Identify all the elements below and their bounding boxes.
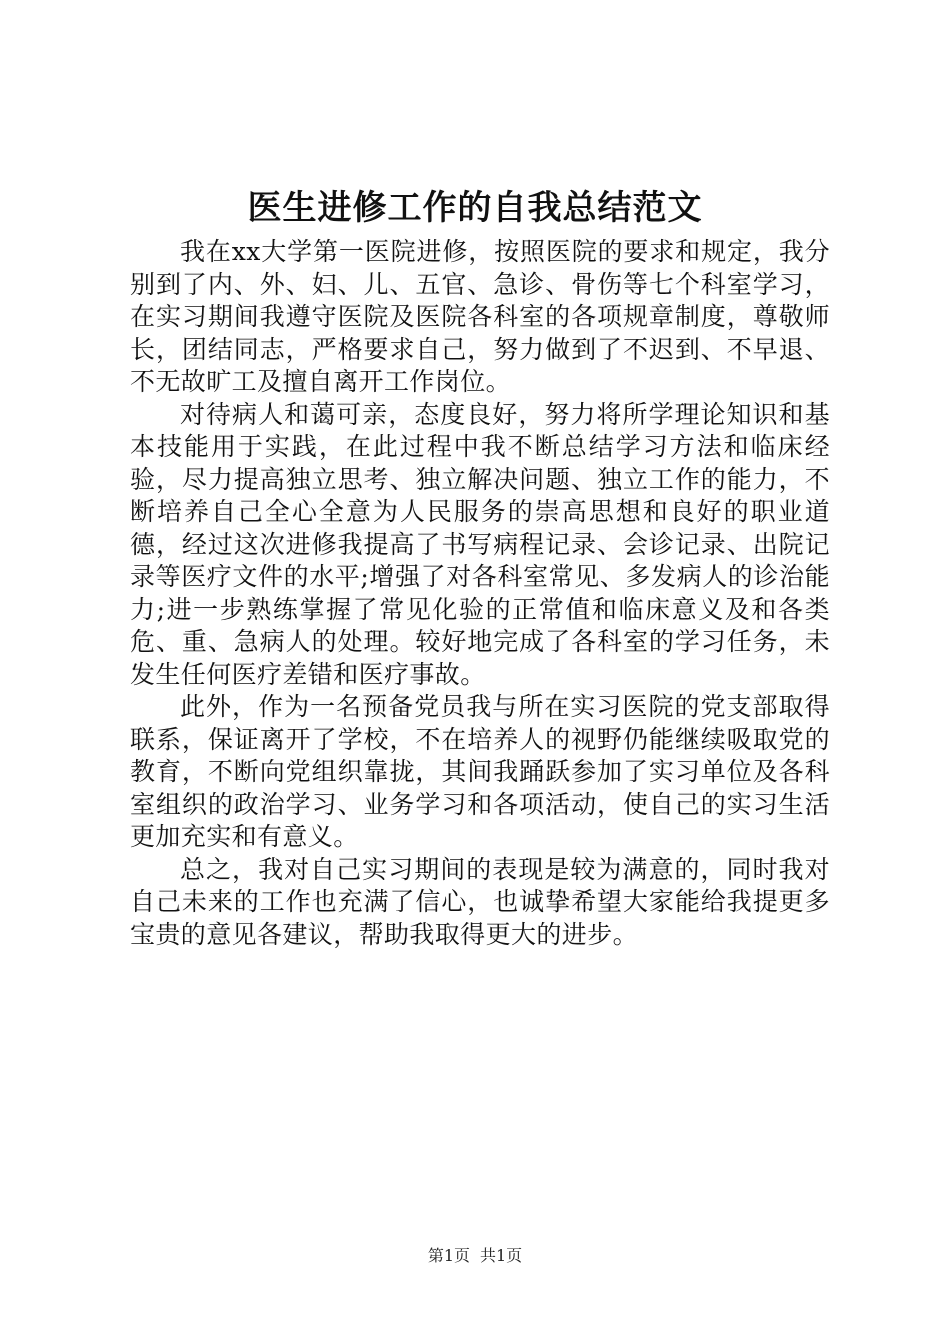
page-footer xyxy=(0,1245,950,1267)
paragraph-4: 总之，我对自己实习期间的表现是较为满意的，同时我对自己未来的工作也充满了信心，也诚挚希望大家能给我提更多宝贵的意见各建议，帮助我取得更大的进步。 xyxy=(130,854,830,949)
paragraph-3: 此外，作为一名预备党员我与所在实习医院的党支部取得联系，保证离开了学校，不在培养人的视野仍能继续吸取党的教育，不断向党组织靠拢，其间我踊跃参加了实习单位及各科室组织的政治学习、业务学习和各项活动，使自己的实习生活更加充实和有意义。 xyxy=(130,692,830,851)
paragraph-2: 对待病人和蔼可亲，态度良好，努力将所学理论知识和基本技能用于实践，在此过程中我不断总结学习方法和临床经验，尽力提高独立思考、独立解决问题、独立工作的能力，不断培养自己全心全意为人民服务的崇高思想和良好的职业道德，经过这次进修我提高了书写病程记录、会诊记录、出院记录等医疗文件的水平;增强了对各科室常见、多发病人的诊治能力;进一步熟练掌握了常见化验的正常值和临床意义及和各类危、重、急病人的处理。较好地完成了各科室的学习任务，未发生任何医疗差错和医疗事故。 xyxy=(130,399,830,689)
document-body xyxy=(130,236,830,951)
paragraph-1: 我在xx大学第一医院进修，按照医院的要求和规定，我分别到了内、外、妇、儿、五官、急诊、骨伤等七个科室学习，在实习期间我遵守医院及医院各科室的各项规章制度，尊敬师长，团结同志，严格要求自己，努力做到了不迟到、不早退、不无故旷工及擅自离开工作岗位。 xyxy=(130,237,830,396)
page-number-total: 共1页 xyxy=(480,1246,523,1265)
page-number-current: 第1页 xyxy=(427,1246,470,1265)
document-title: 医生进修工作的自我总结范文 xyxy=(247,188,703,228)
